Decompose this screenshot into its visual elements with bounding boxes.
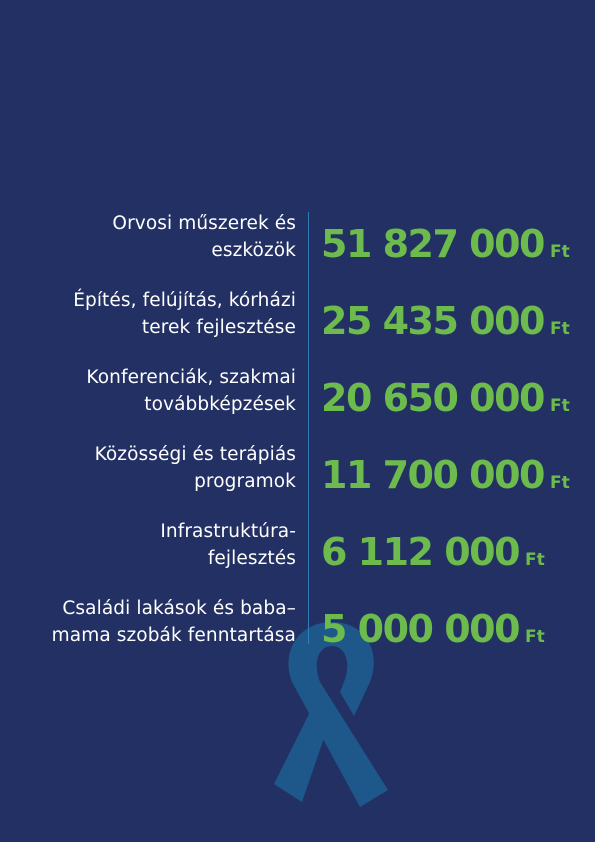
item-label-line: programok [194,471,296,492]
item-label [6,364,296,418]
item-label-line: továbbképzések [144,394,296,415]
item-amount [321,299,570,343]
list-item [0,518,595,584]
item-label [6,210,296,264]
item-label-line: Infrastruktúra- [160,521,296,542]
currency: Ft [549,242,570,262]
item-label-line: Konferenciák, szakmai [86,367,296,388]
amount-value: 6 112 000 [321,530,520,574]
amount-value: 25 435 000 [321,299,544,343]
currency: Ft [525,627,545,647]
item-label-line: fejlesztés [207,548,296,569]
currency: Ft [549,473,570,493]
item-label-line: eszközök [211,240,296,261]
item-label-line: Közösségi és terápiás [94,444,296,465]
item-label-line: Orvosi műszerek és [112,213,296,234]
item-label-line: Családi lakások és baba– [62,598,296,619]
amount-value: 5 000 000 [321,607,520,651]
item-amount [321,530,545,574]
item-label [6,518,296,572]
amount-value: 20 650 000 [321,376,544,420]
item-label [6,287,296,341]
amount-value: 51 827 000 [321,222,544,266]
item-label [6,441,296,495]
currency: Ft [525,550,545,570]
item-amount [321,222,570,266]
item-label-line: Építés, felújítás, kórházi [73,290,296,311]
list-item [0,595,595,661]
list-item [0,287,595,353]
list-item [0,210,595,276]
item-amount [321,453,570,497]
list-item [0,364,595,430]
item-amount [321,376,570,420]
item-amount [321,607,545,651]
currency: Ft [549,319,570,339]
currency: Ft [549,396,570,416]
amount-value: 11 700 000 [321,453,544,497]
item-label [6,595,296,649]
item-label-line: terek fejlesztése [141,317,296,338]
list-item [0,441,595,507]
item-label-line: mama szobák fenntartása [51,625,296,646]
